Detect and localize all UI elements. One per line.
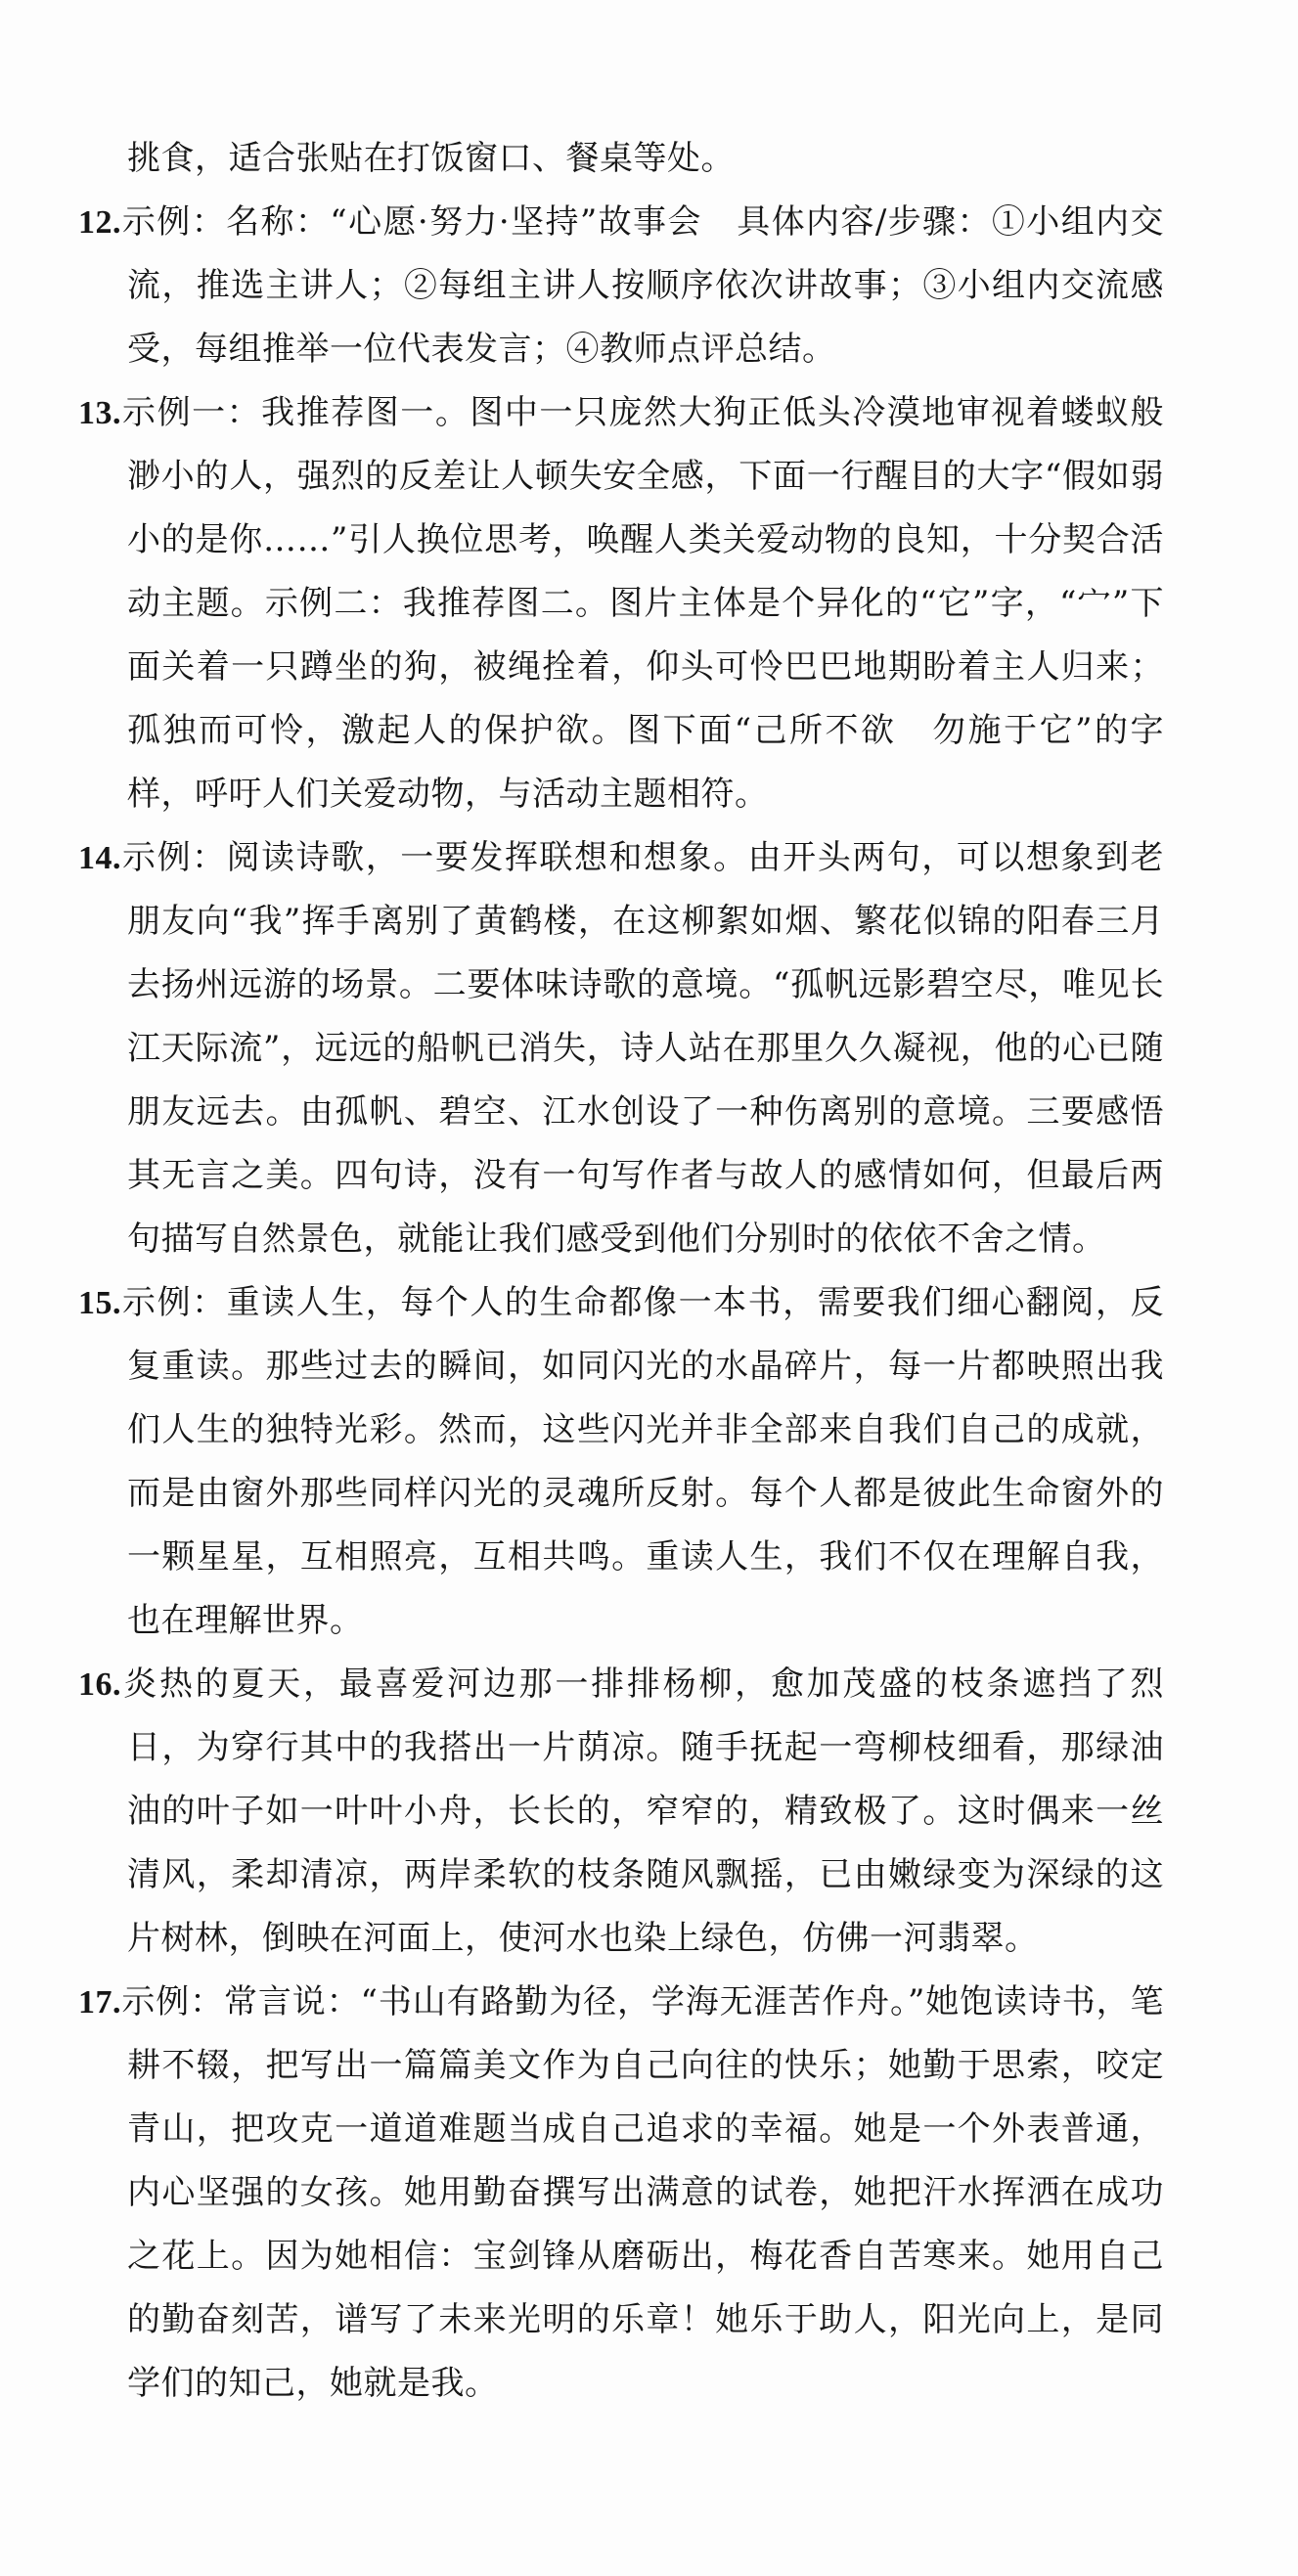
paragraph-text: 示例：阅读诗歌，一要发挥联想和想象。由开头两句，可以想象到老朋友向“我”挥手离别了黄鹤楼，在这柳絮如烟、繁花似锦的阳春三月去扬州远游的场景。二要体味诗歌的意境。“孤帆远影碧空尽，唯见长江天际流”，远远的船帆已消失，诗人站在那里久久凝视，他的心已随朋友远去。由孤帆、碧空、江水创设了一种伤离别的意境。三要感悟其无言之美。四句诗，没有一句写作者与故人的感情如何，但最后两句描写自然景色，就能让我们感受到他们分别时的依依不舍之情。: [121, 838, 1164, 1259]
paragraph-text: 炎热的夏天，最喜爱河边那一排排杨柳，愈加茂盛的枝条遮挡了烈日，为穿行其中的我搭出一片荫凉。随手抚起一弯柳枝细看，那绿油油的叶子如一叶叶小舟，长长的，窄窄的，精致极了。这时偶来一丝清风，柔却清凉，两岸柔软的枝条随风飘摇，已由嫩绿变为深绿的这片树林，倒映在河面上，使河水也染上绿色，仿佛一河翡翠。: [121, 1665, 1164, 1958]
item-number: 12.: [78, 204, 121, 241]
answer-13: [78, 381, 1164, 826]
paragraph-text: 示例：名称：“心愿·努力·坚持”故事会 具体内容/步骤：①小组内交流，推选主讲人；②每组主讲人按顺序依次讲故事；③小组内交流感受，每组推举一位代表发言；④教师点评总结。: [121, 202, 1164, 369]
item-number: 14.: [78, 840, 121, 876]
item-number: 13.: [78, 395, 121, 431]
item-number: 17.: [78, 1984, 121, 2021]
answer-11-continuation: [127, 127, 1164, 191]
item-number: 16.: [78, 1666, 121, 1703]
answer-14: [78, 826, 1164, 1271]
paragraph-text: 示例：常言说：“书山有路勤为径，学海无涯苦作舟。”她饱读诗书，笔耕不辍，把写出一篇篇美文作为自己向往的快乐；她勤于思索，咬定青山，把攻克一道道难题当成自己追求的幸福。她是一个外表普通，内心坚强的女孩。她用勤奋撰写出满意的试卷，她把汗水挥洒在成功之花上。因为她相信：宝剑锋从磨砺出，梅花香自苦寒来。她用自己的勤奋刻苦，谱写了未来光明的乐章！她乐于助人，阳光向上，是同学们的知己，她就是我。: [121, 1982, 1164, 2403]
answer-17: [78, 1971, 1164, 2416]
answer-content: [78, 127, 1164, 2416]
paragraph-text: 示例：重读人生，每个人的生命都像一本书，需要我们细心翻阅，反复重读。那些过去的瞬间，如同闪光的水晶碎片，每一片都映照出我们人生的独特光彩。然而，这些闪光并非全部来自我们自己的成就，而是由窗外那些同样闪光的灵魂所反射。每个人都是彼此生命窗外的一颗星星，互相照亮，互相共鸣。重读人生，我们不仅在理解自我，也在理解世界。: [121, 1283, 1164, 1640]
paragraph-text: 示例一：我推荐图一。图中一只庞然大狗正低头冷漠地审视着蝼蚁般渺小的人，强烈的反差让人顿失安全感，下面一行醒目的大字“假如弱小的是你……”引人换位思考，唤醒人类关爱动物的良知，十分契合活动主题。示例二：我推荐图二。图片主体是个异化的“它”字，“宀”下面关着一只蹲坐的狗，被绳拴着，仰头可怜巴巴地期盼着主人归来；孤独而可怜，激起人的保护欲。图下面“己所不欲 勿施于它”的字样，呼吁人们关爱动物，与活动主题相符。: [121, 393, 1164, 814]
answer-16: [78, 1653, 1164, 1971]
paragraph-text: 挑食，适合张贴在打饭窗口、餐桌等处。: [127, 139, 735, 178]
answer-15: [78, 1271, 1164, 1653]
item-number: 15.: [78, 1285, 121, 1321]
answer-12: [78, 191, 1164, 381]
